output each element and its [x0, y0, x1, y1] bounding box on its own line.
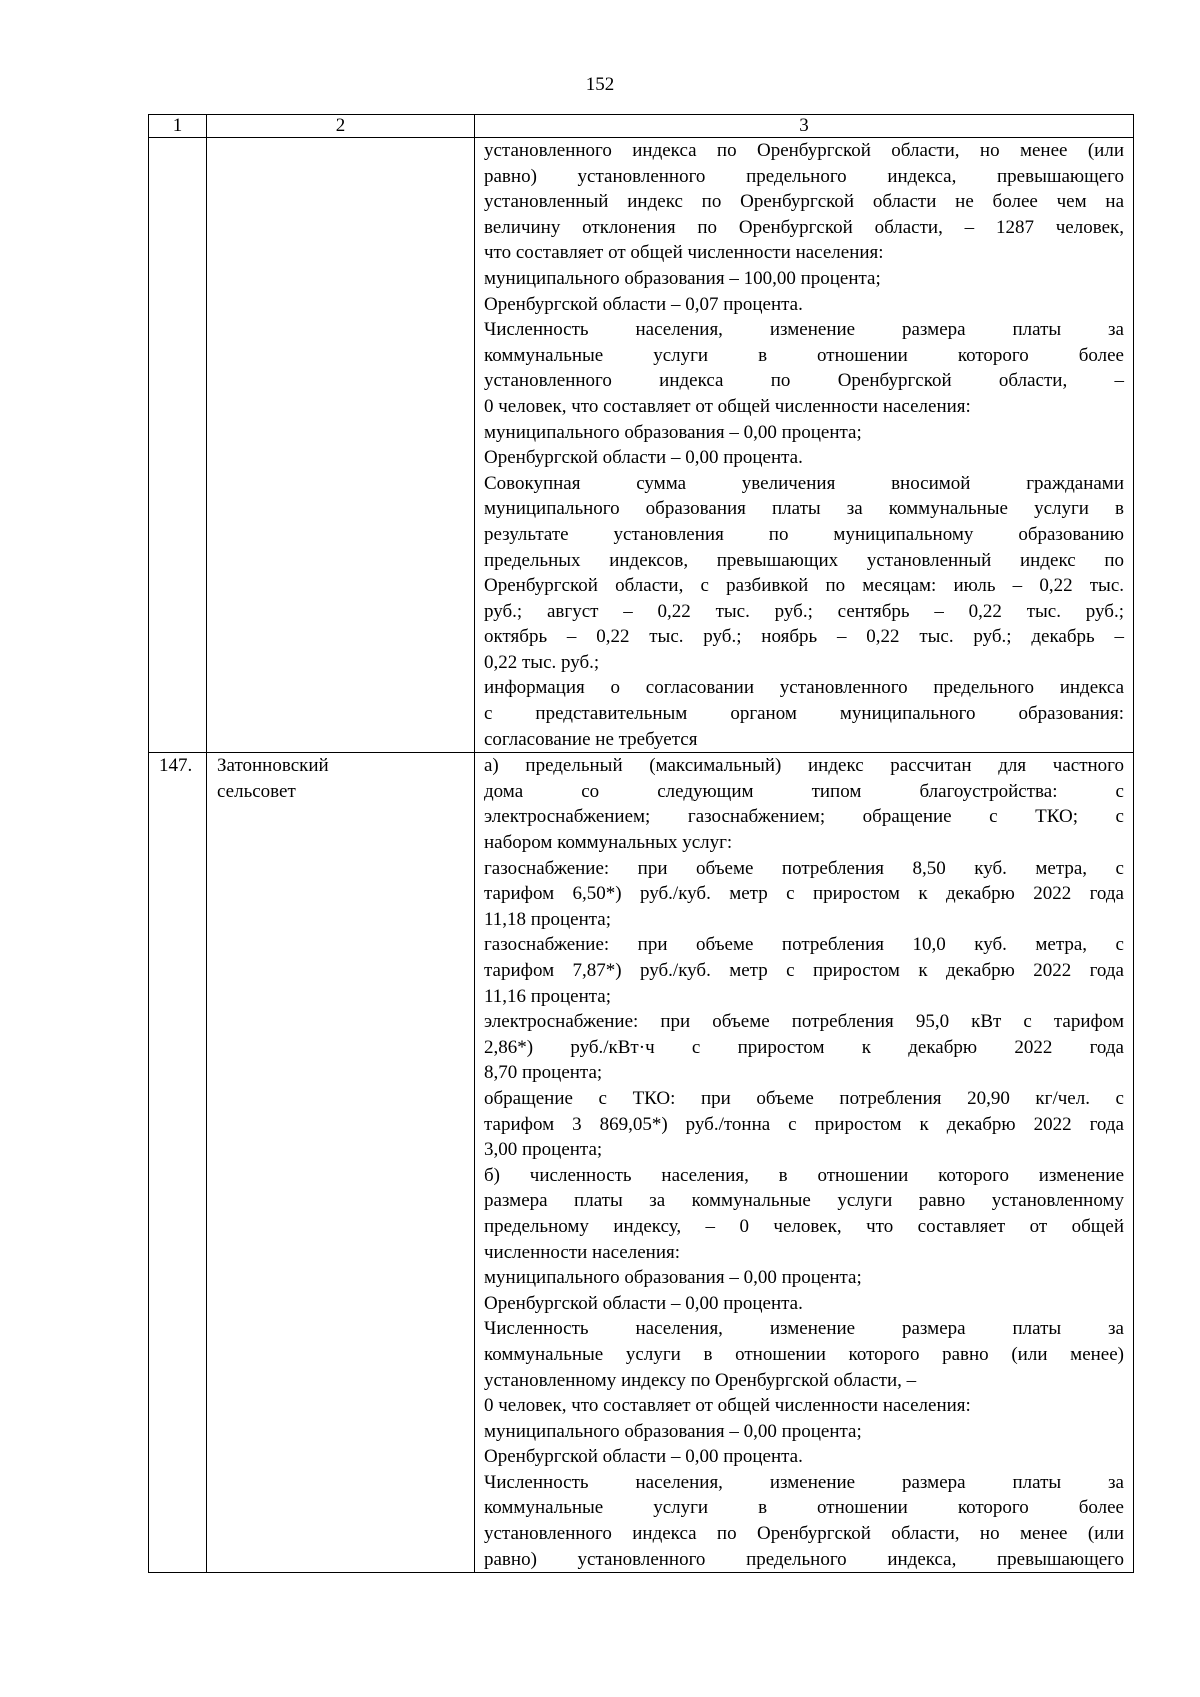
text-line: предельных индексов, превышающих установленный индекс по: [484, 549, 1124, 571]
municipality-name-line: Затонновский: [217, 755, 329, 777]
text-line: коммунальные услуги в отношении которого более: [484, 1497, 1124, 1519]
text-line: муниципального образования – 0,00 процента;: [484, 1420, 862, 1442]
indicator-description: [475, 138, 1134, 753]
text-line: обращение с ТКО: при объеме потребления 20,90 кг/чел. с: [484, 1087, 1124, 1109]
text-line: результате установления по муниципальному образованию: [484, 523, 1124, 545]
text-line: Оренбургской области – 0,00 процента.: [484, 1446, 803, 1468]
text-line: Численность населения, изменение размера платы за: [484, 1318, 1124, 1340]
text-line: 2,86*) руб./кВт·ч с приростом к декабрю 2022 года: [484, 1036, 1124, 1058]
municipality-name: [207, 138, 475, 753]
text-line: Численность населения, изменение размера платы за: [484, 1471, 1124, 1493]
municipality-name-line: сельсовет: [217, 780, 296, 802]
text-line: Численность населения, изменение размера платы за: [484, 319, 1124, 341]
text-line: электроснабжением; газоснабжением; обращение с ТКО; с: [484, 806, 1124, 828]
table-header-row: [149, 115, 1134, 138]
text-line: согласование не требуется: [484, 728, 698, 750]
text-line: установленный индекс по Оренбургской области не более чем на: [484, 191, 1124, 213]
page-number: 152: [585, 74, 615, 95]
table-body: [149, 115, 1134, 1573]
column-header-1: 1: [149, 115, 207, 138]
text-line: установленному индексу по Оренбургской области, –: [484, 1369, 917, 1391]
text-line: информация о согласовании установленного предельного индекса: [484, 677, 1124, 699]
text-line: тарифом 7,87*) руб./куб. метр с приростом к декабрю 2022 года: [484, 960, 1124, 981]
text-line: а) предельный (максимальный) индекс рассчитан для частного: [484, 755, 1124, 777]
text-line: дома со следующим типом благоустройства: с: [484, 780, 1124, 802]
document-table: [148, 114, 1134, 1573]
text-line: тарифом 6,50*) руб./куб. метр с приростом к декабрю 2022 года: [484, 883, 1124, 905]
text-line: муниципального образования – 0,00 процента;: [484, 421, 862, 443]
text-line: равно) установленного предельного индекса, превышающего: [484, 165, 1124, 187]
row-number: [149, 138, 207, 753]
text-line: 11,16 процента;: [484, 985, 611, 1007]
text-line: руб.; август – 0,22 тыс. руб.; сентябрь – 0,22 тыс. руб.;: [484, 600, 1124, 622]
column-header-3: 3: [475, 115, 1134, 138]
text-line: величину отклонения по Оренбургской области, – 1287 человек,: [484, 216, 1124, 238]
text-line: электроснабжение: при объеме потребления 95,0 кВт с тарифом: [484, 1011, 1124, 1033]
text-line: численности населения:: [484, 1241, 681, 1263]
text-line: набором коммунальных услуг:: [484, 832, 733, 854]
text-line: установленного индекса по Оренбургской области, но менее (или: [484, 1523, 1124, 1545]
text-line: тарифом 3 869,05*) руб./тонна с приростом к декабрю 2022 года: [484, 1113, 1124, 1135]
text-line: Оренбургской области – 0,07 процента.: [484, 293, 803, 315]
text-line: 3,00 процента;: [484, 1139, 603, 1161]
text-line: Оренбургской области – 0,00 процента.: [484, 447, 803, 469]
text-line: размера платы за коммунальные услуги равно установленному: [484, 1190, 1124, 1212]
text-line: Оренбургской области, с разбивкой по месяцам: июль – 0,22 тыс.: [484, 575, 1124, 597]
text-line: коммунальные услуги в отношении которого более: [484, 344, 1124, 366]
text-line: 11,18 процента;: [484, 908, 611, 930]
text-line: октябрь – 0,22 тыс. руб.; ноябрь – 0,22 тыс. руб.; декабрь –: [484, 626, 1124, 648]
text-line: б) численность населения, в отношении которого изменение: [484, 1164, 1124, 1186]
text-line: муниципального образования – 100,00 процента;: [484, 267, 881, 289]
indicator-description: [475, 753, 1134, 1573]
text-line: установленного индекса по Оренбургской области, но менее (или: [484, 140, 1124, 161]
table-row: [149, 753, 1134, 1573]
text-line: 0 человек, что составляет от общей численности населения:: [484, 1395, 971, 1417]
municipality-name: [207, 753, 475, 1573]
text-line: 0 человек, что составляет от общей численности населения:: [484, 395, 971, 417]
text-line: газоснабжение: при объеме потребления 10,0 куб. метра, с: [484, 934, 1124, 956]
table-row: [149, 138, 1134, 753]
text-line: с представительным органом муниципального образования:: [484, 703, 1124, 725]
text-line: равно) установленного предельного индекса, превышающего: [484, 1548, 1124, 1570]
text-line: газоснабжение: при объеме потребления 8,50 куб. метра, с: [484, 857, 1124, 879]
text-line: что составляет от общей численности населения:: [484, 242, 884, 264]
text-line: предельному индексу, – 0 человек, что составляет от общей: [484, 1215, 1124, 1237]
text-line: муниципального образования – 0,00 процента;: [484, 1267, 862, 1289]
text-line: Совокупная сумма увеличения вносимой гражданами: [484, 472, 1124, 494]
column-header-2: 2: [207, 115, 475, 138]
row-number: 147.: [149, 753, 207, 1573]
text-line: установленного индекса по Оренбургской области, –: [484, 370, 1124, 392]
text-line: 0,22 тыс. руб.;: [484, 651, 600, 673]
text-line: 8,70 процента;: [484, 1062, 603, 1084]
text-line: коммунальные услуги в отношении которого равно (или менее): [484, 1343, 1124, 1365]
text-line: муниципального образования платы за коммунальные услуги в: [484, 498, 1124, 520]
text-line: Оренбургской области – 0,00 процента.: [484, 1292, 803, 1314]
